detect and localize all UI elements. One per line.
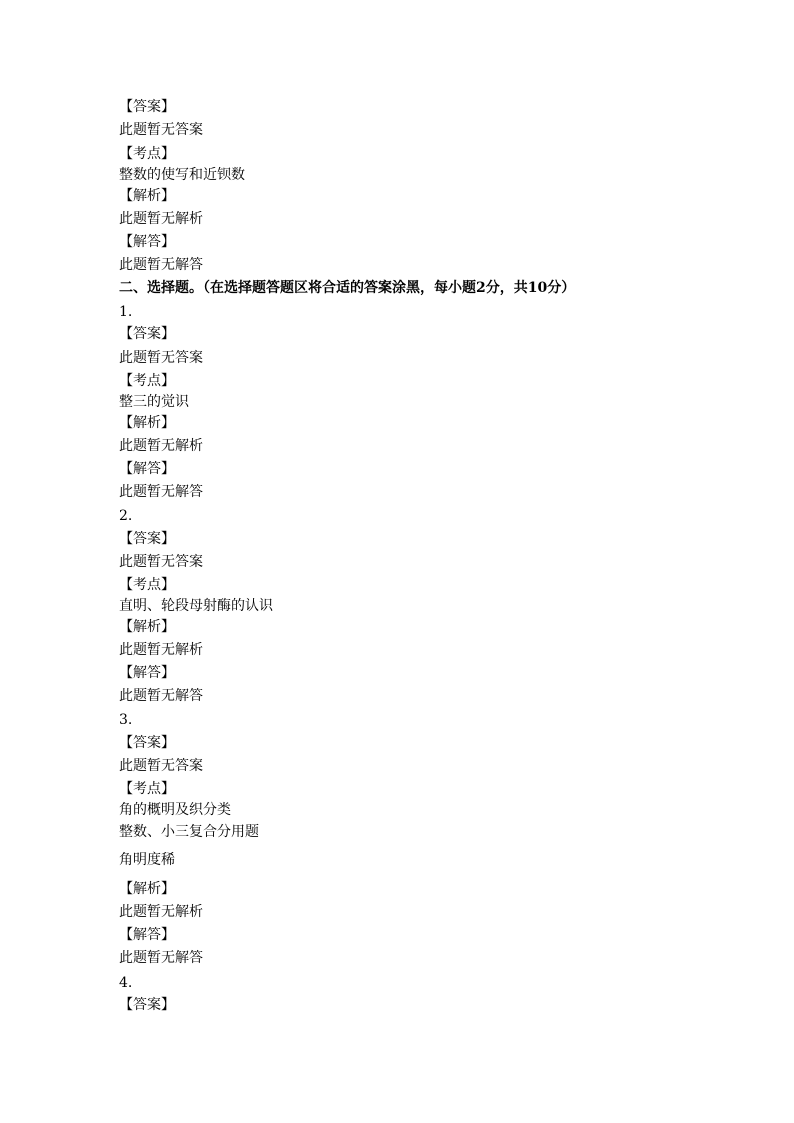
analysis-label: 【解析】 [119,881,175,897]
answer-text: 此题暂无答案 [119,350,203,366]
question-number: 3. [119,712,133,728]
topic-text: 整数、小三复合分用题 [119,824,259,840]
analysis-text: 此题暂无解析 [119,211,203,227]
analysis-text: 此题暂无解析 [119,904,203,920]
solution-text: 此题暂无解答 [119,257,203,273]
topic-label: 【考点】 [119,146,175,162]
topic-text: 整三的觉识 [119,394,189,410]
solution-label: 【解答】 [119,665,175,681]
answer-label: 【答案】 [119,326,175,342]
topic-label: 【考点】 [119,373,175,389]
analysis-label: 【解析】 [119,415,175,431]
answer-label: 【答案】 [119,997,175,1013]
solution-label: 【解答】 [119,234,175,250]
answer-label: 【答案】 [119,531,175,547]
answer-text: 此题暂无答案 [119,758,203,774]
answer-text: 此题暂无答案 [119,554,203,570]
analysis-text: 此题暂无解析 [119,438,203,454]
analysis-text: 此题暂无解析 [119,642,203,658]
topic-text: 角明度稀 [119,852,175,868]
topic-text: 角的概明及织分类 [119,802,231,818]
topic-label: 【考点】 [119,577,175,593]
analysis-label: 【解析】 [119,619,175,635]
topic-text: 整数的使写和近钡数 [119,167,245,183]
question-number: 1. [119,304,133,320]
solution-label: 【解答】 [119,927,175,943]
question-number: 2. [119,508,133,524]
topic-label: 【考点】 [119,781,175,797]
analysis-label: 【解析】 [119,188,175,204]
solution-label: 【解答】 [119,461,175,477]
question-number: 4. [119,975,133,991]
answer-text: 此题暂无答案 [119,122,203,138]
answer-label: 【答案】 [119,735,175,751]
topic-text: 直明、轮段母射酶的认识 [119,598,273,614]
solution-text: 此题暂无解答 [119,950,203,966]
answer-label: 【答案】 [119,99,175,115]
solution-text: 此题暂无解答 [119,484,203,500]
solution-text: 此题暂无解答 [119,688,203,704]
section-heading: 二、选择题。（在选择题答题区将合适的答案涂黑，每小题2分，共10分） [119,280,576,296]
